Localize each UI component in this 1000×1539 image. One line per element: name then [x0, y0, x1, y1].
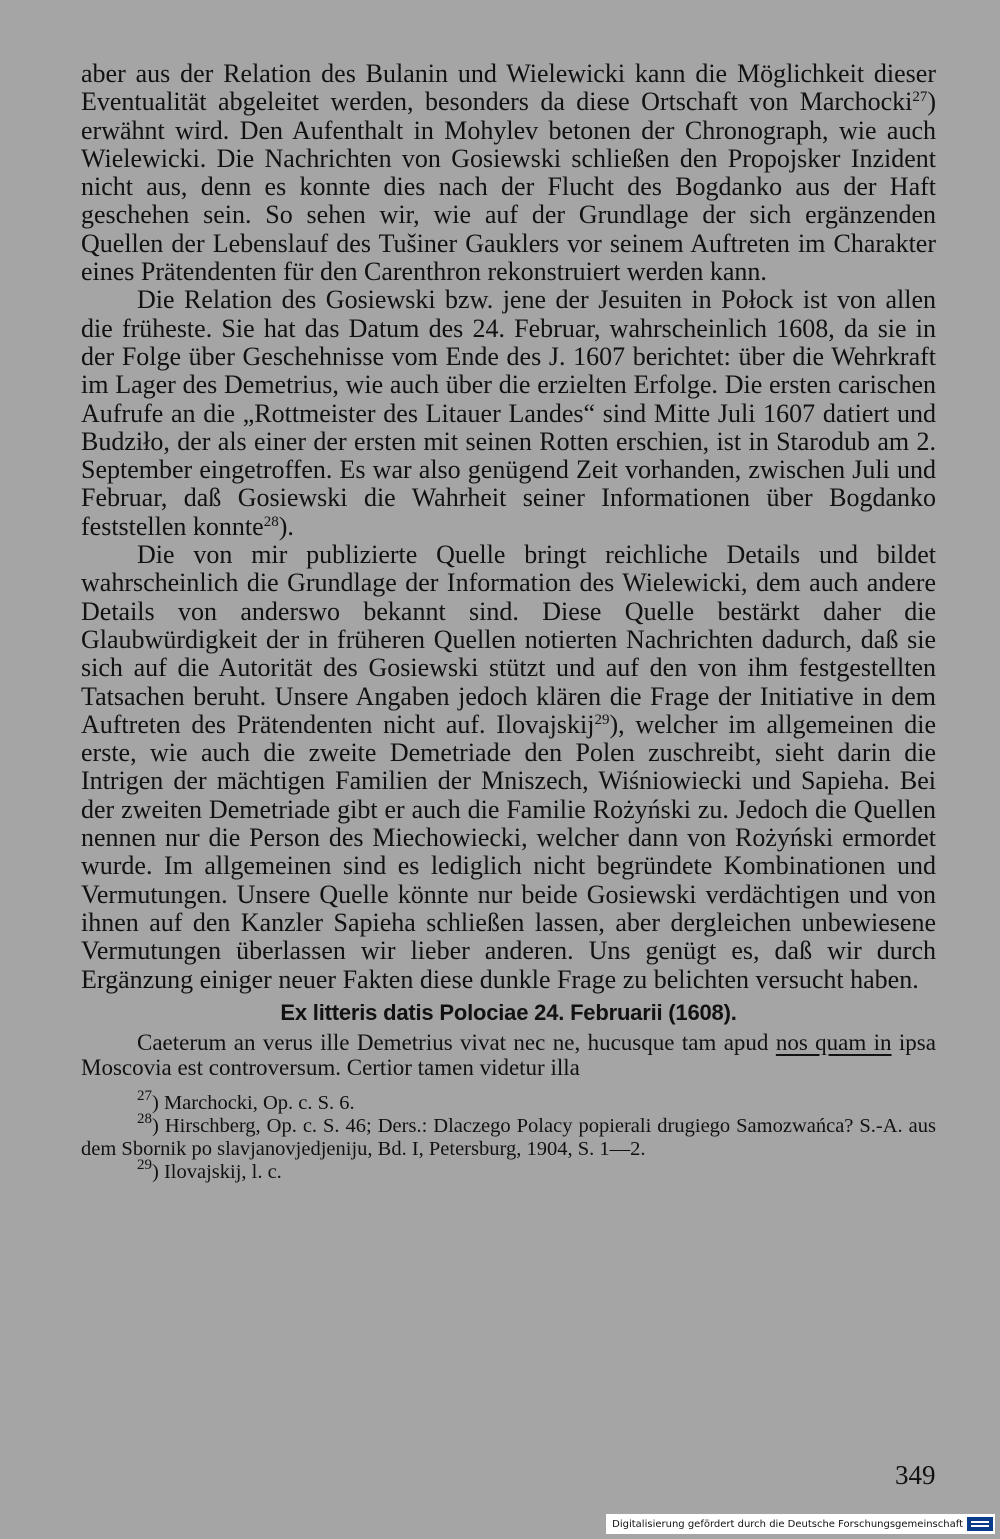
footnote-text: ) Marchocki, Op. c. S. 6. — [152, 1091, 355, 1114]
latin-quote-underlined: nos quam in — [775, 1029, 892, 1055]
footnotes — [81, 1087, 936, 1184]
footnote-ref-29: 29 — [594, 711, 610, 728]
dfg-logo-icon — [967, 1517, 993, 1531]
footnote-text: ) Hirschberg, Op. c. S. 46; Ders.: Dlaczego Polacy popierali drugiego Samozwańca? S.-A. aus dem Sbornik po slavjanovjedjeniju, Bd. I, Petersburg, 1904, S. 1—2. — [81, 1114, 936, 1160]
source-heading: Ex litteris datis Polociae 24. Februarii (1608). — [280, 999, 737, 1025]
latin-quote — [81, 1030, 936, 1080]
footnote-number: 27 — [137, 1087, 152, 1104]
paragraph-2-tail: ). — [278, 511, 294, 541]
page-number: 349 — [895, 1460, 936, 1490]
paragraph-2-text: Die Relation des Gosiewski bzw. jene der Jesuiten in Połock ist von allen die früheste. Sie hat das Datum des 24. Februar, wahrscheinlich 1608, da sie in der Folge über Geschehnisse vom Ende des J. 1607 berichtet: über die Wehrkraft im Lager des Demetrius, wie auch über die erzielten Erfolge. Die ersten carischen Aufrufe an die „Rottmeister des Litauer Landes“ sind Mitte Juli 1607 datiert und Budziło, der als einer der ersten mit seinen Rotten erschien, ist in Starodub am 2. September eingetroffen. Es war also genügend Zeit vorhanden, zwischen Juli und Februar, daß Gosiewski die Wahrheit seiner Informationen über Bogdanko feststellen konnte — [81, 285, 936, 541]
body-paragraph-3 — [81, 541, 936, 994]
page-text — [81, 60, 936, 1184]
paragraph-1-tail: ) erwähnt wird. Den Aufenthalt in Mohylev betonen der Chronograph, wie auch Wielewicki. Die Nachrichten von Gosiewski schließen den Propojsker Inzident nicht aus, denn es konnte dies nach der Flucht des Bogdanko aus der Haft geschehen sein. So sehen wir, wie auf der Grundlage der sich ergänzenden Quellen der Lebenslauf des Tušiner Gauklers vor seinem Auftreten im Charakter eines Prätendenten für den Carenthron rekonstruiert werden kann. — [81, 87, 936, 287]
footnote-ref-28: 28 — [263, 513, 279, 530]
footnote-29 — [81, 1156, 936, 1184]
paragraph-1-text: aber aus der Relation des Bulanin und Wielewicki kann die Möglichkeit dieser Eventualität abgeleitet werden, besonders da diese Ortschaft von Marchocki — [81, 59, 936, 117]
paragraph-3-tail: ), welcher im allgemeinen die erste, wie auch die zweite Demetriade den Polen zuschreibt, sieht darin die Intrigen der mächtigen Familien der Mniszech, Wiśniowiecki und Sapieha. Bei der zweiten Demetriade gibt er auch die Familie Rożyński zu. Jedoch die Quellen nennen nur die Person des Miechowiecki, welcher dann von Rożyński ermordet wurde. Im allgemeinen sind es lediglich nicht begründete Kombinationen und Vermutungen. Unsere Quelle könnte nur beide Gosiewski verdächtigen und von ihnen auf den Kanzler Sapieha schließen lassen, aber dergleichen unbewiesene Vermutungen überlassen wir lieber anderen. Uns genügt es, daß wir durch Ergänzung einiger neuer Fakten diese dunkle Frage zu belichten versucht haben. — [81, 709, 936, 994]
body-paragraph-2 — [81, 286, 936, 541]
body-paragraph-1 — [81, 60, 936, 286]
latin-quote-start: Caeterum an verus ille Demetrius vivat nec ne, hucusque tam apud — [137, 1029, 769, 1055]
footnote-27 — [81, 1087, 936, 1115]
footnote-ref-27: 27 — [912, 89, 928, 106]
footnote-number: 29 — [137, 1156, 152, 1173]
latin-quote-end: ipsa Moscovia est controversum. Certior tamen videtur illa — [81, 1029, 936, 1080]
credit-text: Digitalisierung gefördert durch die Deutsche Forschungsgemeinschaft — [612, 1518, 963, 1530]
footnote-number: 28 — [137, 1110, 152, 1127]
footnote-text: ) Ilovajskij, l. c. — [152, 1160, 282, 1183]
footnote-28 — [81, 1110, 936, 1161]
dfg-credit — [606, 1514, 995, 1534]
paragraph-3-text: Die von mir publizierte Quelle bringt reichliche Details und bildet wahrscheinlich die Grundlage der Information des Wielewicki, dem auch andere Details von anderswo bekannt sind. Diese Quelle bestärkt daher die Glaubwürdigkeit der in früheren Quellen notierten Nachrichten dadurch, daß sie sich auf die Autorität des Gosiewski stützt und auf den von ihm festgestellten Tatsachen beruht. Unsere Angaben jedoch klären die Frage der Initiative in dem Auftreten des Prätendenten nicht auf. Ilovajskij — [81, 540, 936, 739]
